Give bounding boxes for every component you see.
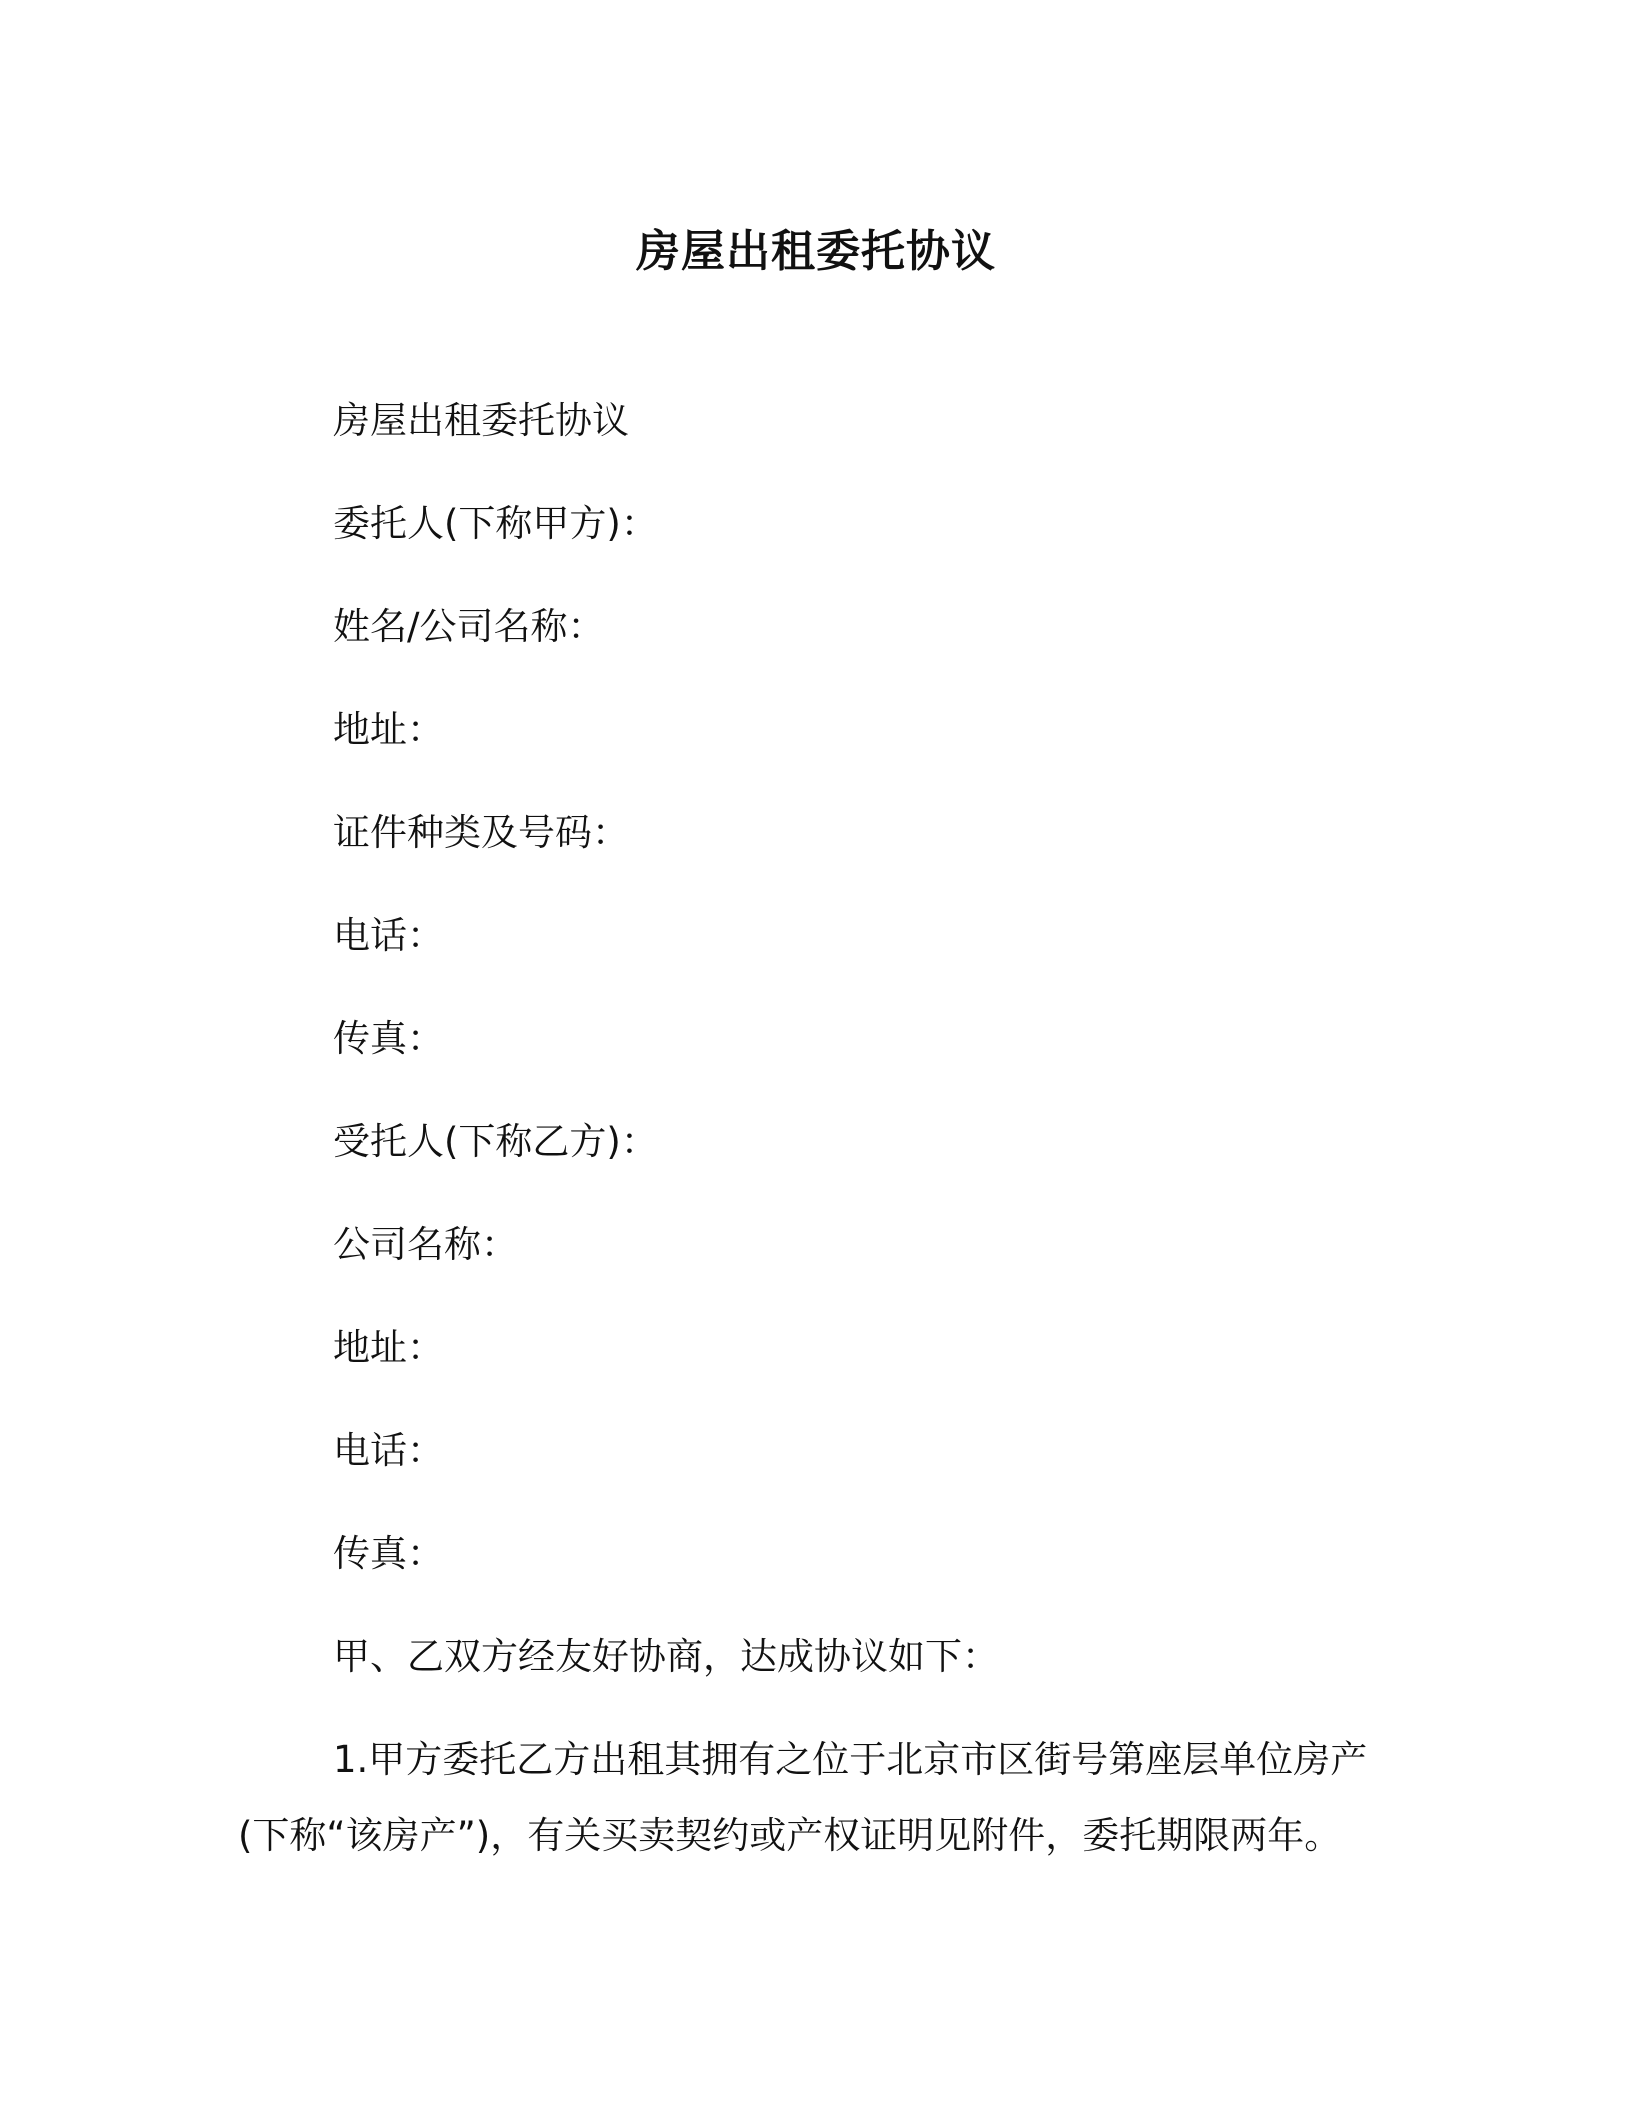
- agent-label: 受托人(下称乙方)：: [333, 1120, 658, 1163]
- agreement-intro: 甲、乙双方经友好协商，达成协议如下：: [333, 1635, 999, 1678]
- clause-1-line-2: (下称“该房产”)，有关买卖契约或产权证明见附件，委托期限两年。: [238, 1814, 1342, 1857]
- agent-address-field: 地址：: [333, 1326, 444, 1369]
- agent-company-field: 公司名称：: [333, 1223, 518, 1266]
- principal-address-field: 地址：: [333, 708, 444, 751]
- clause-1-line-1: 1.甲方委托乙方出租其拥有之位于北京市区街号第座层单位房产: [333, 1738, 1368, 1781]
- agent-phone-field: 电话：: [333, 1429, 444, 1472]
- clause-1: [238, 1735, 1368, 1861]
- agent-fax-field: 传真：: [333, 1532, 444, 1575]
- subtitle-line: 房屋出租委托协议: [333, 399, 629, 442]
- principal-name-field: 姓名/公司名称：: [333, 605, 605, 648]
- document-title: 房屋出租委托协议: [636, 226, 996, 277]
- principal-fax-field: 传真：: [333, 1017, 444, 1060]
- principal-label: 委托人(下称甲方)：: [333, 502, 658, 545]
- principal-phone-field: 电话：: [333, 914, 444, 957]
- principal-id-field: 证件种类及号码：: [333, 811, 629, 854]
